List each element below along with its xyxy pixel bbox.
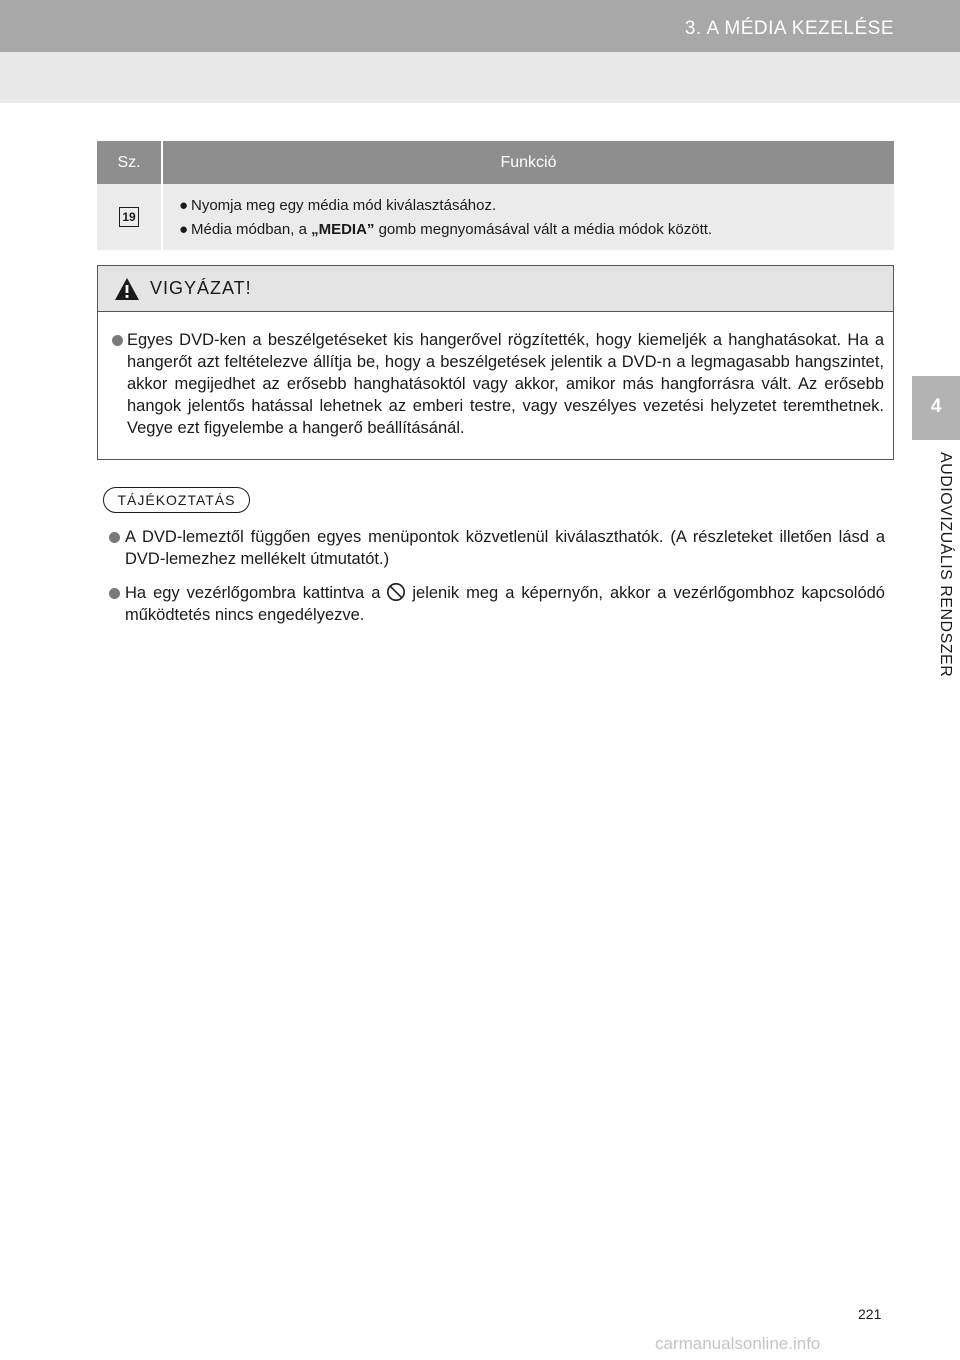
prohibited-icon (386, 582, 406, 602)
header-bar (0, 0, 960, 52)
warning-box (97, 265, 894, 460)
function-line-1: ● Nyomja meg egy média mód kiválasztásához. (179, 197, 497, 214)
warning-triangle-icon (114, 277, 140, 301)
warning-title: VIGYÁZAT! (150, 278, 252, 298)
warning-header (98, 266, 893, 312)
bullet-dot-icon (109, 588, 120, 599)
function-table (97, 141, 894, 250)
row-function-cell (163, 184, 894, 250)
function-line-2: ● Média módban, a „MEDIA” gomb megnyomásával vált a média módok között. (179, 221, 713, 238)
info-item: A DVD-lemeztől függően egyes menüpontok közvetlenül kiválaszthatók. (A részleteket illetően lásd a DVD-lemezhez mellékelt útmutatót.) (109, 526, 885, 570)
table-header (97, 141, 894, 184)
warning-item: Egyes DVD-ken a beszélgetéseket kis hangerővel rögzítették, hogy kiemeljék a hanghatásokat. Ha a hangerőt azt feltételezve állítja be, hogy a beszélgetések jelentik a DVD-n a legmagasabb hangszintet, akkor megijedhet az erősebb hanghatásoktól vagy akkor, amikor más hangforrásra vált. Az erősebb hangok jelentős hatással lehetnek az emberi testre, vagy veszélyes vezetési helyzetet teremthetnek. Vegye ezt figyelembe a hangerő beállításánál. (112, 329, 884, 439)
col-header-number: Sz. (97, 141, 163, 184)
media-button-name: „MEDIA” (311, 221, 375, 238)
row-number-badge: 19 (119, 207, 139, 227)
page-number: 221 (858, 1306, 882, 1322)
col-header-function: Funkció (500, 153, 557, 171)
bullet-dot-icon (112, 335, 123, 346)
row-number-cell (97, 184, 163, 250)
chapter-tab (912, 376, 960, 440)
section-title: 3. A MÉDIA KEZELÉSE (684, 18, 894, 39)
warning-body (98, 312, 893, 439)
info-label: TÁJÉKOZTATÁS (103, 487, 250, 513)
table-row (97, 184, 894, 250)
chapter-label: AUDIOVIZUÁLIS RENDSZER (937, 452, 954, 678)
watermark: carmanualsonline.info (655, 1334, 821, 1353)
chapter-number: 4 (930, 396, 942, 417)
info-body (109, 526, 885, 638)
info-item: Ha egy vezérlőgombra kattintva a jelenik meg a képernyőn, akkor a vezérlőgombhoz kapcsolódó működtetés nincs engedélyezve. (109, 582, 885, 626)
bullet-dot-icon (109, 532, 120, 543)
